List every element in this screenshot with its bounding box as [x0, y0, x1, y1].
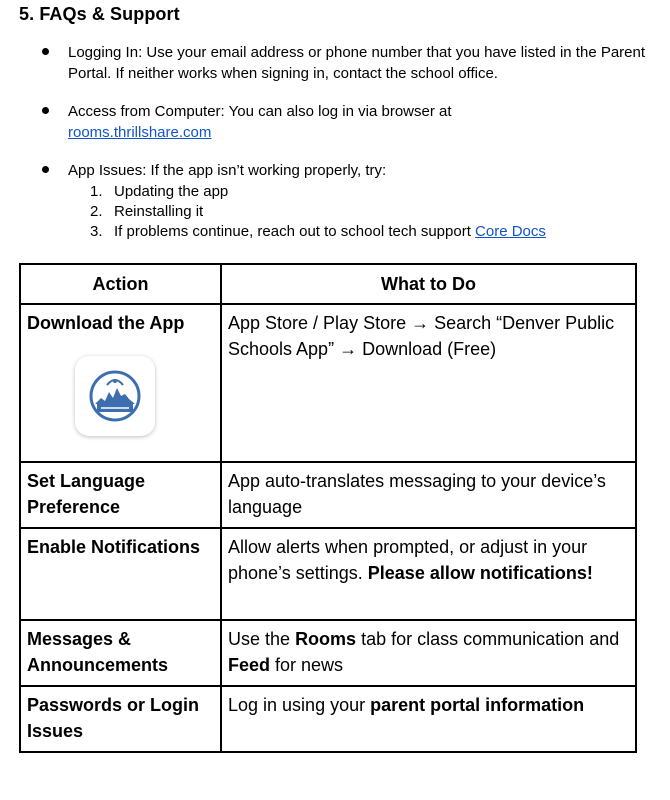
- header-what-to-do: What to Do: [221, 264, 636, 304]
- faq-bullet-list: [0, 42, 670, 258]
- support-table: [19, 263, 637, 753]
- action-cell: Messages & Announcements: [20, 620, 221, 686]
- header-action: Action: [20, 264, 221, 304]
- step-item: 2. Reinstalling it: [90, 203, 204, 220]
- what-cell: Use the Rooms tab for class communication and Feed for news: [221, 620, 636, 686]
- what-cell: App auto-translates messaging to your device’s language: [221, 462, 636, 528]
- table-row: [20, 528, 636, 620]
- dps-app-icon: [75, 356, 155, 436]
- bullet-app-issues: [0, 160, 670, 241]
- table-row: [20, 462, 636, 528]
- access-text: Access from Computer: You can also log in via browser at: [68, 103, 452, 120]
- section-heading: 5. FAQs & Support: [19, 4, 180, 24]
- dps-logo-icon: [87, 368, 143, 424]
- thrillshare-link[interactable]: rooms.thrillshare.com: [68, 124, 212, 141]
- bullet-dot-icon: [42, 107, 49, 114]
- what-cell: Allow alerts when prompted, or adjust in your phone’s settings. Please allow notifications!: [221, 528, 636, 620]
- table-row: [20, 620, 636, 686]
- bullet-logging-in: [0, 42, 670, 84]
- action-cell: Download the App: [20, 304, 221, 462]
- allow-notifications-note: Please allow notifications!: [367, 563, 593, 583]
- bullet-dot-icon: [42, 166, 49, 173]
- app-issues-text: App Issues: If the app isn’t working properly, try:: [68, 162, 387, 179]
- table-row: [20, 304, 636, 462]
- action-cell: Passwords or Login Issues: [20, 686, 221, 752]
- core-docs-link[interactable]: Core Docs: [475, 223, 546, 240]
- what-cell: App Store / Play Store → Search “Denver Public Schools App” → Download (Free): [221, 304, 636, 462]
- step-item: 1. Updating the app: [90, 183, 229, 200]
- bullet-access-computer: [0, 101, 670, 143]
- step-item: 3. If problems continue, reach out to school tech support Core Docs: [90, 223, 546, 240]
- app-issues-steps: [68, 181, 670, 241]
- table-row: [20, 686, 636, 752]
- what-cell: Log in using your parent portal information: [221, 686, 636, 752]
- action-cell: Set Language Preference: [20, 462, 221, 528]
- action-cell: Enable Notifications: [20, 528, 221, 620]
- logging-in-text: Logging In: Use your email address or phone number that you have listed in the Parent Portal. If neither works when signing in, contact the school office.: [68, 44, 646, 82]
- bullet-dot-icon: [42, 48, 49, 55]
- table-header-row: [20, 264, 636, 304]
